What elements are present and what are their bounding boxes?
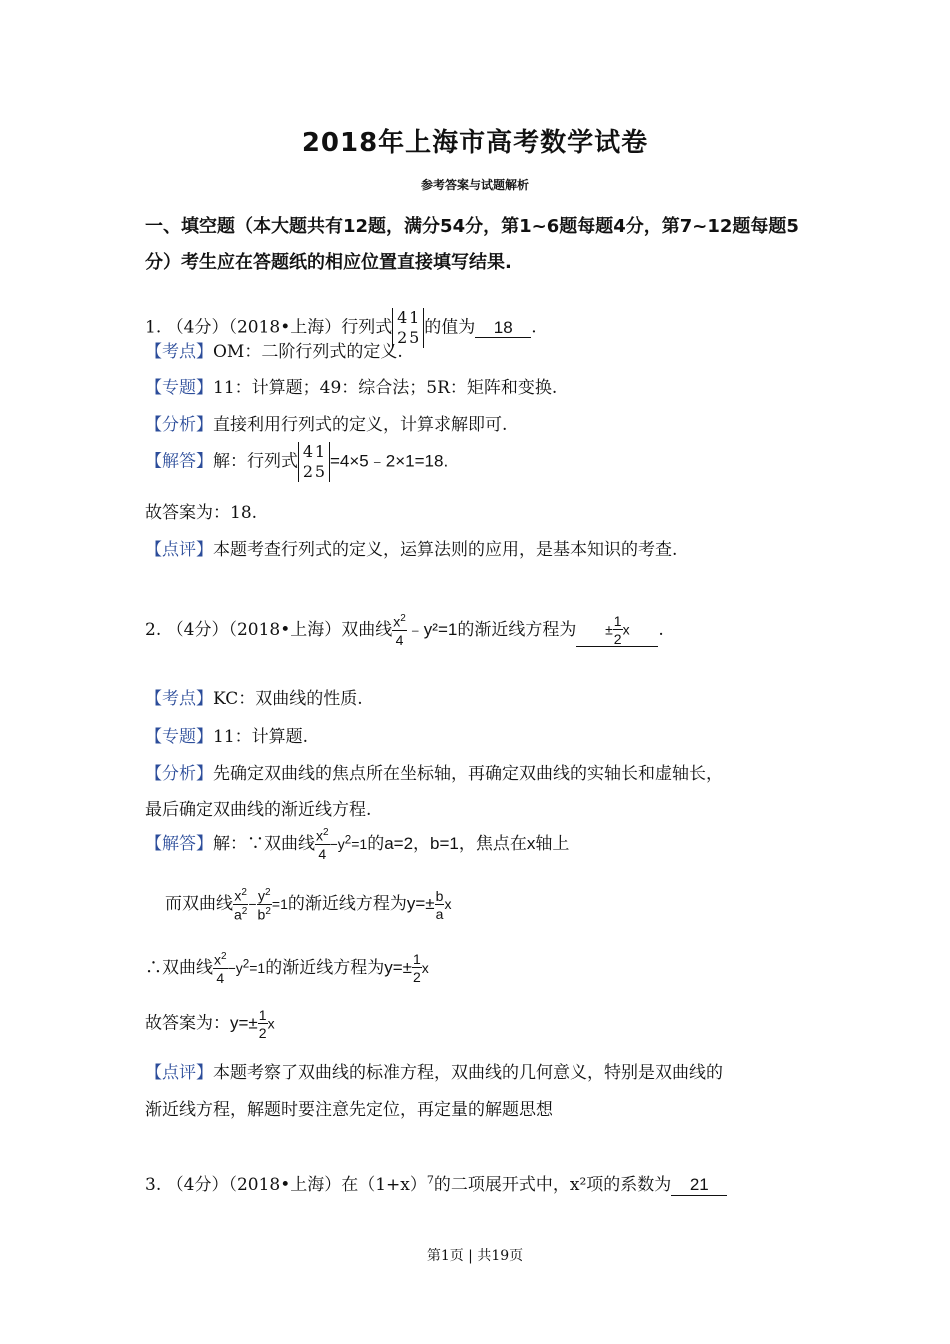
q1-fenxi: 【分析】直接利用行列式的定义，计算求解即可. xyxy=(145,415,508,435)
q3-answer-blank: 21 xyxy=(671,1176,727,1196)
q1-answer-line: 故答案为：18. xyxy=(145,503,258,523)
q2-jieda-line1: 【解答】解：∵双曲线 $\frac{x^2}{4}$ $-y^2=1$的a=2，b=1，焦点在x轴上 xyxy=(145,827,570,862)
q1-jieda-determinant: 4 1 2 5 xyxy=(298,442,330,482)
q1-zhuanti: 【专题】11：计算题；49：综合法；5R：矩阵和变换. xyxy=(145,378,558,398)
q2-question: 2. （4分）（2018•上海）双曲线 $\frac{x^2}{4}$ ﹣y²=1的渐近线方程为 ± $\frac{1}{2}$ x . xyxy=(145,613,664,648)
q1-dianping: 【点评】本题考查行列式的定义，运算法则的应用，是基本知识的考查. xyxy=(145,540,678,560)
q3-question: 3. （4分）（2018•上海）在$(1+x)^7$的二项展开式中，x²项的系数为 21 xyxy=(145,1170,727,1196)
q1-prefix: 1. （4分）（2018•上海）行列式 xyxy=(145,317,393,338)
q1-jieda: 【解答】解：行列式 4 1 2 5 =4×5﹣2×1=18. xyxy=(145,442,449,481)
q2-fenxi-line1: 【分析】先确定双曲线的焦点所在坐标轴，再确定双曲线的实轴长和虚轴长， xyxy=(145,764,723,784)
section-heading-line1: 一、填空题（本大题共有12题，满分54分，第1~6题每题4分，第7~12题每题5 xyxy=(145,216,799,237)
q1-answer-blank: 18 xyxy=(475,319,531,339)
q2-zhuanti: 【专题】11：计算题. xyxy=(145,727,309,747)
q1-determinant: 4 1 2 5 xyxy=(392,308,424,348)
page-footer: 第1页 | 共19页 xyxy=(426,1248,524,1264)
q2-dianping-line1: 【点评】本题考察了双曲线的标准方程，双曲线的几何意义，特别是双曲线的 xyxy=(145,1063,723,1083)
q1-kaodian: 【考点】OM：二阶行列式的定义. xyxy=(145,342,403,362)
page-title: 2018年上海市高考数学试卷 xyxy=(301,128,649,158)
q2-jieda-line2: 而双曲线 $\frac{x^2}{a^2}$ − $\frac{y^2}{b^2}$ =1的渐近线方程为y=± $\frac{b}{a}$ x xyxy=(165,887,452,923)
q2-dianping-line2: 渐近线方程，解题时要注意先定位，再定量的解题思想 xyxy=(145,1100,553,1120)
q2-fenxi-line2: 最后确定双曲线的渐近线方程. xyxy=(145,800,372,820)
q1-question: 1. （4分）（2018•上海）行列式 4 1 2 5 的值为 18 . xyxy=(145,308,537,347)
q2-kaodian: 【考点】KC：双曲线的性质. xyxy=(145,689,363,709)
q2-answer-line: 故答案为：y=± $\frac{1}{2}$ x xyxy=(145,1007,275,1041)
q2-answer-blank: ± $\frac{1}{2}$ x xyxy=(576,614,658,647)
page-subtitle: 参考答案与试题解析 xyxy=(420,178,529,192)
q2-fraction: $\frac{x^2}{4}$ xyxy=(393,613,406,648)
section-heading-line2: 分）考生应在答题纸的相应位置直接填写结果. xyxy=(145,252,512,273)
q2-jieda-line3: ∴双曲线 $\frac{x^2}{4}$ $-y^2=1$的渐近线方程为y=± $\frac{1}{2}$ x xyxy=(145,951,429,986)
